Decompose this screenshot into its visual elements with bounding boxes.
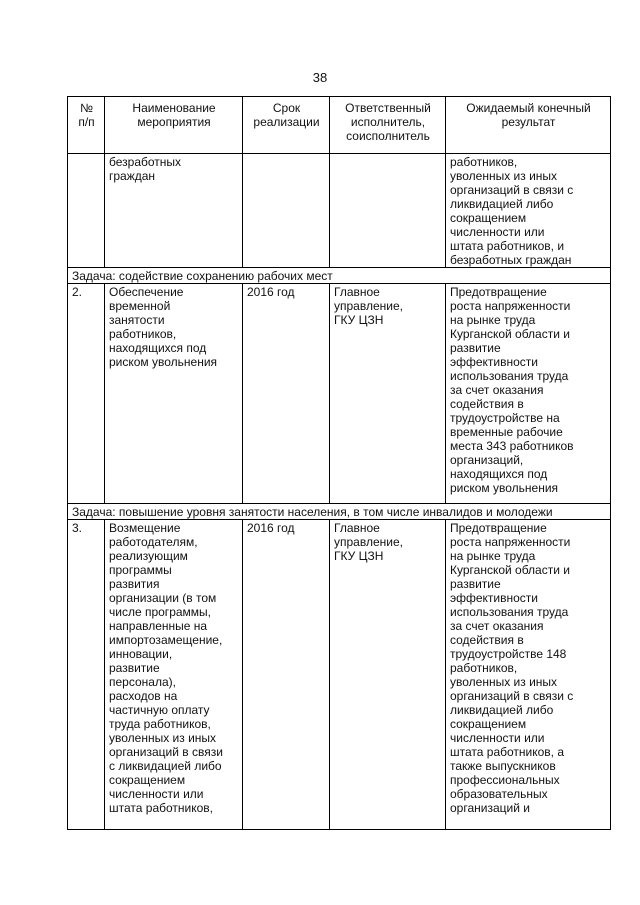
page-number: 38 <box>312 70 328 85</box>
header-result: Ожидаемый конечный результат <box>446 97 611 154</box>
cell-term: 2016 год <box>243 284 330 504</box>
cell-name: Возмещение работодателям, реализующим программы развития организации (в том числе программы, направленные на импортозамещение, инновации, развитие персонала), расходов на частичную оплату труда работников, уволенных из иных организаций в связи с ликвидацией либо сокращением численности или штата работников, <box>105 520 243 830</box>
cell-result: Предотвращение роста напряженности на рынке труда Курганской области и развитие эффективности использования труда за счет оказания содействия в трудоустройстве на временные рабочие места 343 работников организаций, находящихся под риском увольнения <box>446 284 611 504</box>
header-responsible: Ответственный исполнитель, соисполнитель <box>330 97 446 154</box>
cell-number: 2. <box>68 284 105 504</box>
table-row <box>68 154 611 268</box>
task-heading: Задача: повышение уровня занятости населения, в том числе инвалидов и молодежи <box>68 504 611 520</box>
cell-responsible <box>330 154 446 268</box>
header-number: № п/п <box>68 97 105 154</box>
table-header-row <box>68 97 611 154</box>
cell-term <box>243 154 330 268</box>
measures-table <box>67 96 611 830</box>
header-term: Срок реализации <box>243 97 330 154</box>
task-row <box>68 504 611 520</box>
header-name: Наименование мероприятия <box>105 97 243 154</box>
cell-name: безработных граждан <box>105 154 243 268</box>
cell-responsible: Главное управление, ГКУ ЦЗН <box>330 520 446 830</box>
table-row <box>68 284 611 504</box>
cell-number: 3. <box>68 520 105 830</box>
cell-result: работников, уволенных из иных организаций в связи с ликвидацией либо сокращением численности или штата работников, и безработных граждан <box>446 154 611 268</box>
cell-number <box>68 154 105 268</box>
cell-term: 2016 год <box>243 520 330 830</box>
task-heading: Задача: содействие сохранению рабочих мест <box>68 268 611 284</box>
table-row <box>68 520 611 830</box>
task-row <box>68 268 611 284</box>
cell-responsible: Главное управление, ГКУ ЦЗН <box>330 284 446 504</box>
cell-name: Обеспечение временной занятости работников, находящихся под риском увольнения <box>105 284 243 504</box>
cell-result: Предотвращение роста напряженности на рынке труда Курганской области и развитие эффективности использования труда за счет оказания содействия в трудоустройстве 148 работников, уволенных из иных организаций в связи с ликвидацией либо сокращением численности или штата работников, а также выпускников профессиональных образовательных организаций и <box>446 520 611 830</box>
